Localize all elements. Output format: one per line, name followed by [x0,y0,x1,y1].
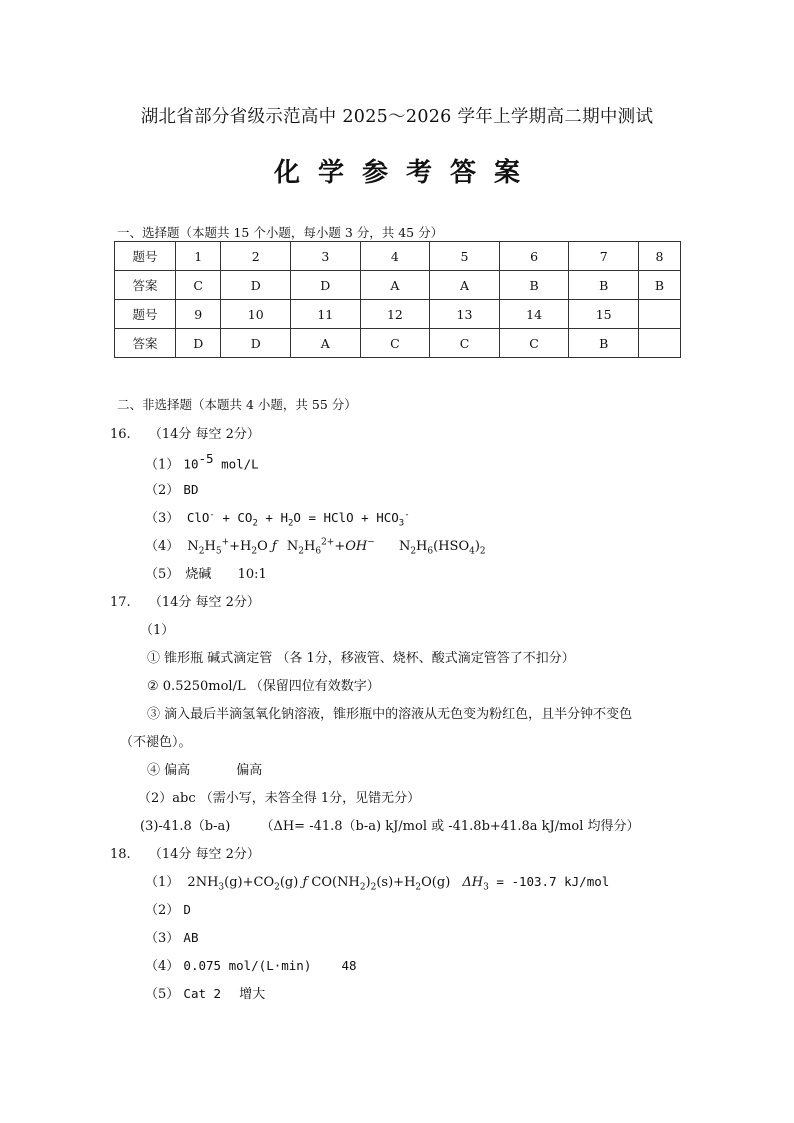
q16-answer-2 [145,479,198,498]
q17-part1-label: （1） [140,623,175,638]
table-cell: 4 [360,242,430,271]
table-cell: C [360,329,430,358]
formula-part: (NH [332,875,360,890]
q17-number: 17. [110,595,131,610]
formula-sup: - [209,509,215,520]
formula-part: H [204,539,216,554]
q16-answer-5 [145,563,267,582]
formula-sub: 6 [315,546,322,557]
q16-info: （14分 每空 2分） [148,427,260,442]
answer-value: D [183,902,191,917]
answer-value: 10 [183,456,199,472]
answer-value: (3)-41.8（b-a) [140,819,231,834]
table-cell: A [291,329,361,358]
table-cell: 14 [499,300,569,329]
formula-part: 2NH [187,875,219,890]
q17-part3 [140,815,640,834]
answer-label: （2） [145,903,180,918]
formula-sub: 6 [427,546,434,557]
section2-heading: 二、非选择题（本题共 4 小题，共 55 分） [117,397,357,412]
table-cell: 13 [430,300,500,329]
q17-info: （14分 每空 2分） [148,595,260,610]
row-header: 题号 [115,300,176,329]
formula-sup: + [221,537,230,548]
q16-answer-4 [145,535,486,557]
answer-value: ④ 偏高 [147,763,191,778]
answer-value: BD [183,482,199,497]
formula-part: (HSO [433,539,470,554]
q18-answer-4 [145,955,357,974]
q16-answer-3 [145,507,410,529]
table-cell [638,329,680,358]
formula-sub: 4 [469,546,475,557]
formula-sub: 2 [251,546,258,557]
row-header: 答案 [115,329,176,358]
q18-info: （14分 每空 2分） [148,847,260,862]
answer-unit: mol/L [213,456,259,472]
formula-part: H [303,539,316,554]
table-cell: 7 [569,242,639,271]
table-cell: B [569,329,639,358]
answer-value: AB [183,930,199,945]
formula-part: ClO [186,510,210,525]
formula-part: N [398,539,411,554]
table-cell: C [176,271,221,300]
table-cell: D [291,271,361,300]
formula-part: (g)+CO [224,875,275,890]
table-cell: 11 [291,300,361,329]
table-cell: C [499,329,569,358]
answer-table [114,241,681,358]
q16-answer-1 [145,451,259,472]
table-cell: 15 [569,300,639,329]
answer-value: 10:1 [237,567,267,582]
table-cell: 10 [221,300,291,329]
table-row [115,329,681,358]
table-row [115,242,681,271]
formula-part: + CO [214,510,253,525]
formula-sub: 2 [370,882,377,893]
formula-sub: 2 [359,882,366,893]
table-cell: C [430,329,500,358]
answer-label: （1） [145,875,180,890]
q17-item-3: ③ 滴入最后半滴氢氧化钠溶液，锥形瓶中的溶液从无色变为粉红色，且半分钟不变色 [147,707,633,722]
formula-part: N [187,539,199,554]
q18-answer-5 [145,983,265,1002]
table-cell [638,300,680,329]
table-cell: 6 [499,242,569,271]
answer-value: 增大 [239,987,266,1002]
table-cell: A [360,271,430,300]
table-cell: 5 [430,242,500,271]
formula-part: O(g) [421,875,451,890]
q17-part2: （2）abc （需小写，未答全得 1分，见错无分） [138,791,421,806]
formula-sub: 2 [252,518,258,529]
formula-part: (s)+H [376,875,416,890]
table-cell: B [569,271,639,300]
row-header: 题号 [115,242,176,271]
q17-header [110,591,260,610]
answer-note: （ΔH= -41.8（b-a) kJ/mol 或 -41.8b+41.8a kJ/mol 均得分） [260,819,640,834]
page-subtitle: 化学参考答案 [273,158,538,188]
formula-sub: 2 [298,546,304,557]
formula-sub: 2 [274,882,280,893]
formula-sub: 2 [415,882,422,893]
answer-value: 偏高 [236,763,263,778]
formula-sup: − [367,537,375,548]
formula-sub: 5 [215,546,222,557]
formula-part: H [416,539,428,554]
equilibrium-symbol: ƒ [302,875,308,890]
answer-label: （3） [145,511,180,526]
table-cell: D [221,271,291,300]
q17-item-4 [147,759,262,778]
table-cell: 3 [291,242,361,271]
table-cell: 8 [638,242,680,271]
table-cell: 12 [360,300,430,329]
formula-part: N [286,539,299,554]
q16-number: 16. [110,427,131,442]
equilibrium-symbol: ƒ [271,539,277,554]
formula-sub: 2 [410,546,417,557]
q16-header [110,423,260,442]
q18-header [110,843,260,862]
table-cell: 1 [176,242,221,271]
formula-sub: 2 [198,546,205,557]
answer-value: = -103.7 kJ/mol [488,874,610,889]
answer-label: （2） [145,483,180,498]
formula-sub: 3 [398,518,405,529]
formula-sub: 2 [287,518,294,529]
answer-label: （5） [145,987,180,1002]
answer-value: 烧碱 [185,567,212,582]
formula-part: O [257,539,272,554]
answer-label: （5） [145,567,180,582]
formula-part: OH [345,539,368,554]
table-cell: B [638,271,680,300]
q18-number: 18. [110,847,131,862]
formula-sub: 3 [483,882,489,893]
row-header: 答案 [115,271,176,300]
formula-part: ) [365,875,371,890]
q17-item-3-cont: （不褪色）。 [120,735,192,750]
answer-value: 0.075 mol/(L·min) [183,958,312,973]
answer-value: 48 [341,958,357,973]
formula-sub: 3 [218,882,225,893]
formula-part: O = HClO + HCO [293,510,399,525]
formula-sup: 2+ [321,537,335,548]
formula-sub: 2 [479,546,486,557]
table-cell: D [176,329,221,358]
section1-heading: 一、选择题（本题共 15 个小题，每小题 3 分，共 45 分） [117,225,444,240]
formula-sup: - [404,509,410,520]
answer-value: Cat 2 [183,986,222,1001]
table-cell: A [430,271,500,300]
table-cell: 9 [176,300,221,329]
q18-answer-2 [145,899,191,918]
q18-answer-3 [145,927,198,946]
page-title: 湖北省部分省级示范高中 2025～2026 学年上学期高二期中测试 [140,107,654,127]
formula-part: + [334,539,346,554]
table-row [115,271,681,300]
formula-part: (g) [279,875,303,890]
table-cell: B [499,271,569,300]
answer-label: （1） [145,457,180,473]
table-cell: 2 [221,242,291,271]
q18-answer-1 [145,871,609,893]
formula-part: +H [229,539,252,554]
q17-item-1: ① 锥形瓶 碱式滴定管 （各 1分，移液管、烧杯、酸式滴定管答了不扣分） [147,651,575,666]
formula-part: + H [257,510,288,525]
table-row [115,300,681,329]
answer-label: （4） [145,539,180,554]
answer-label: （4） [145,959,180,974]
q17-item-2: ② 0.5250mol/L （保留四位有效数字） [147,679,380,694]
answer-label: （3） [145,931,180,946]
formula-part: CO [307,875,333,890]
table-cell: D [221,329,291,358]
answer-exponent: -5 [198,451,214,466]
formula-part: ΔH [462,875,484,890]
formula-part: ) [474,539,480,554]
